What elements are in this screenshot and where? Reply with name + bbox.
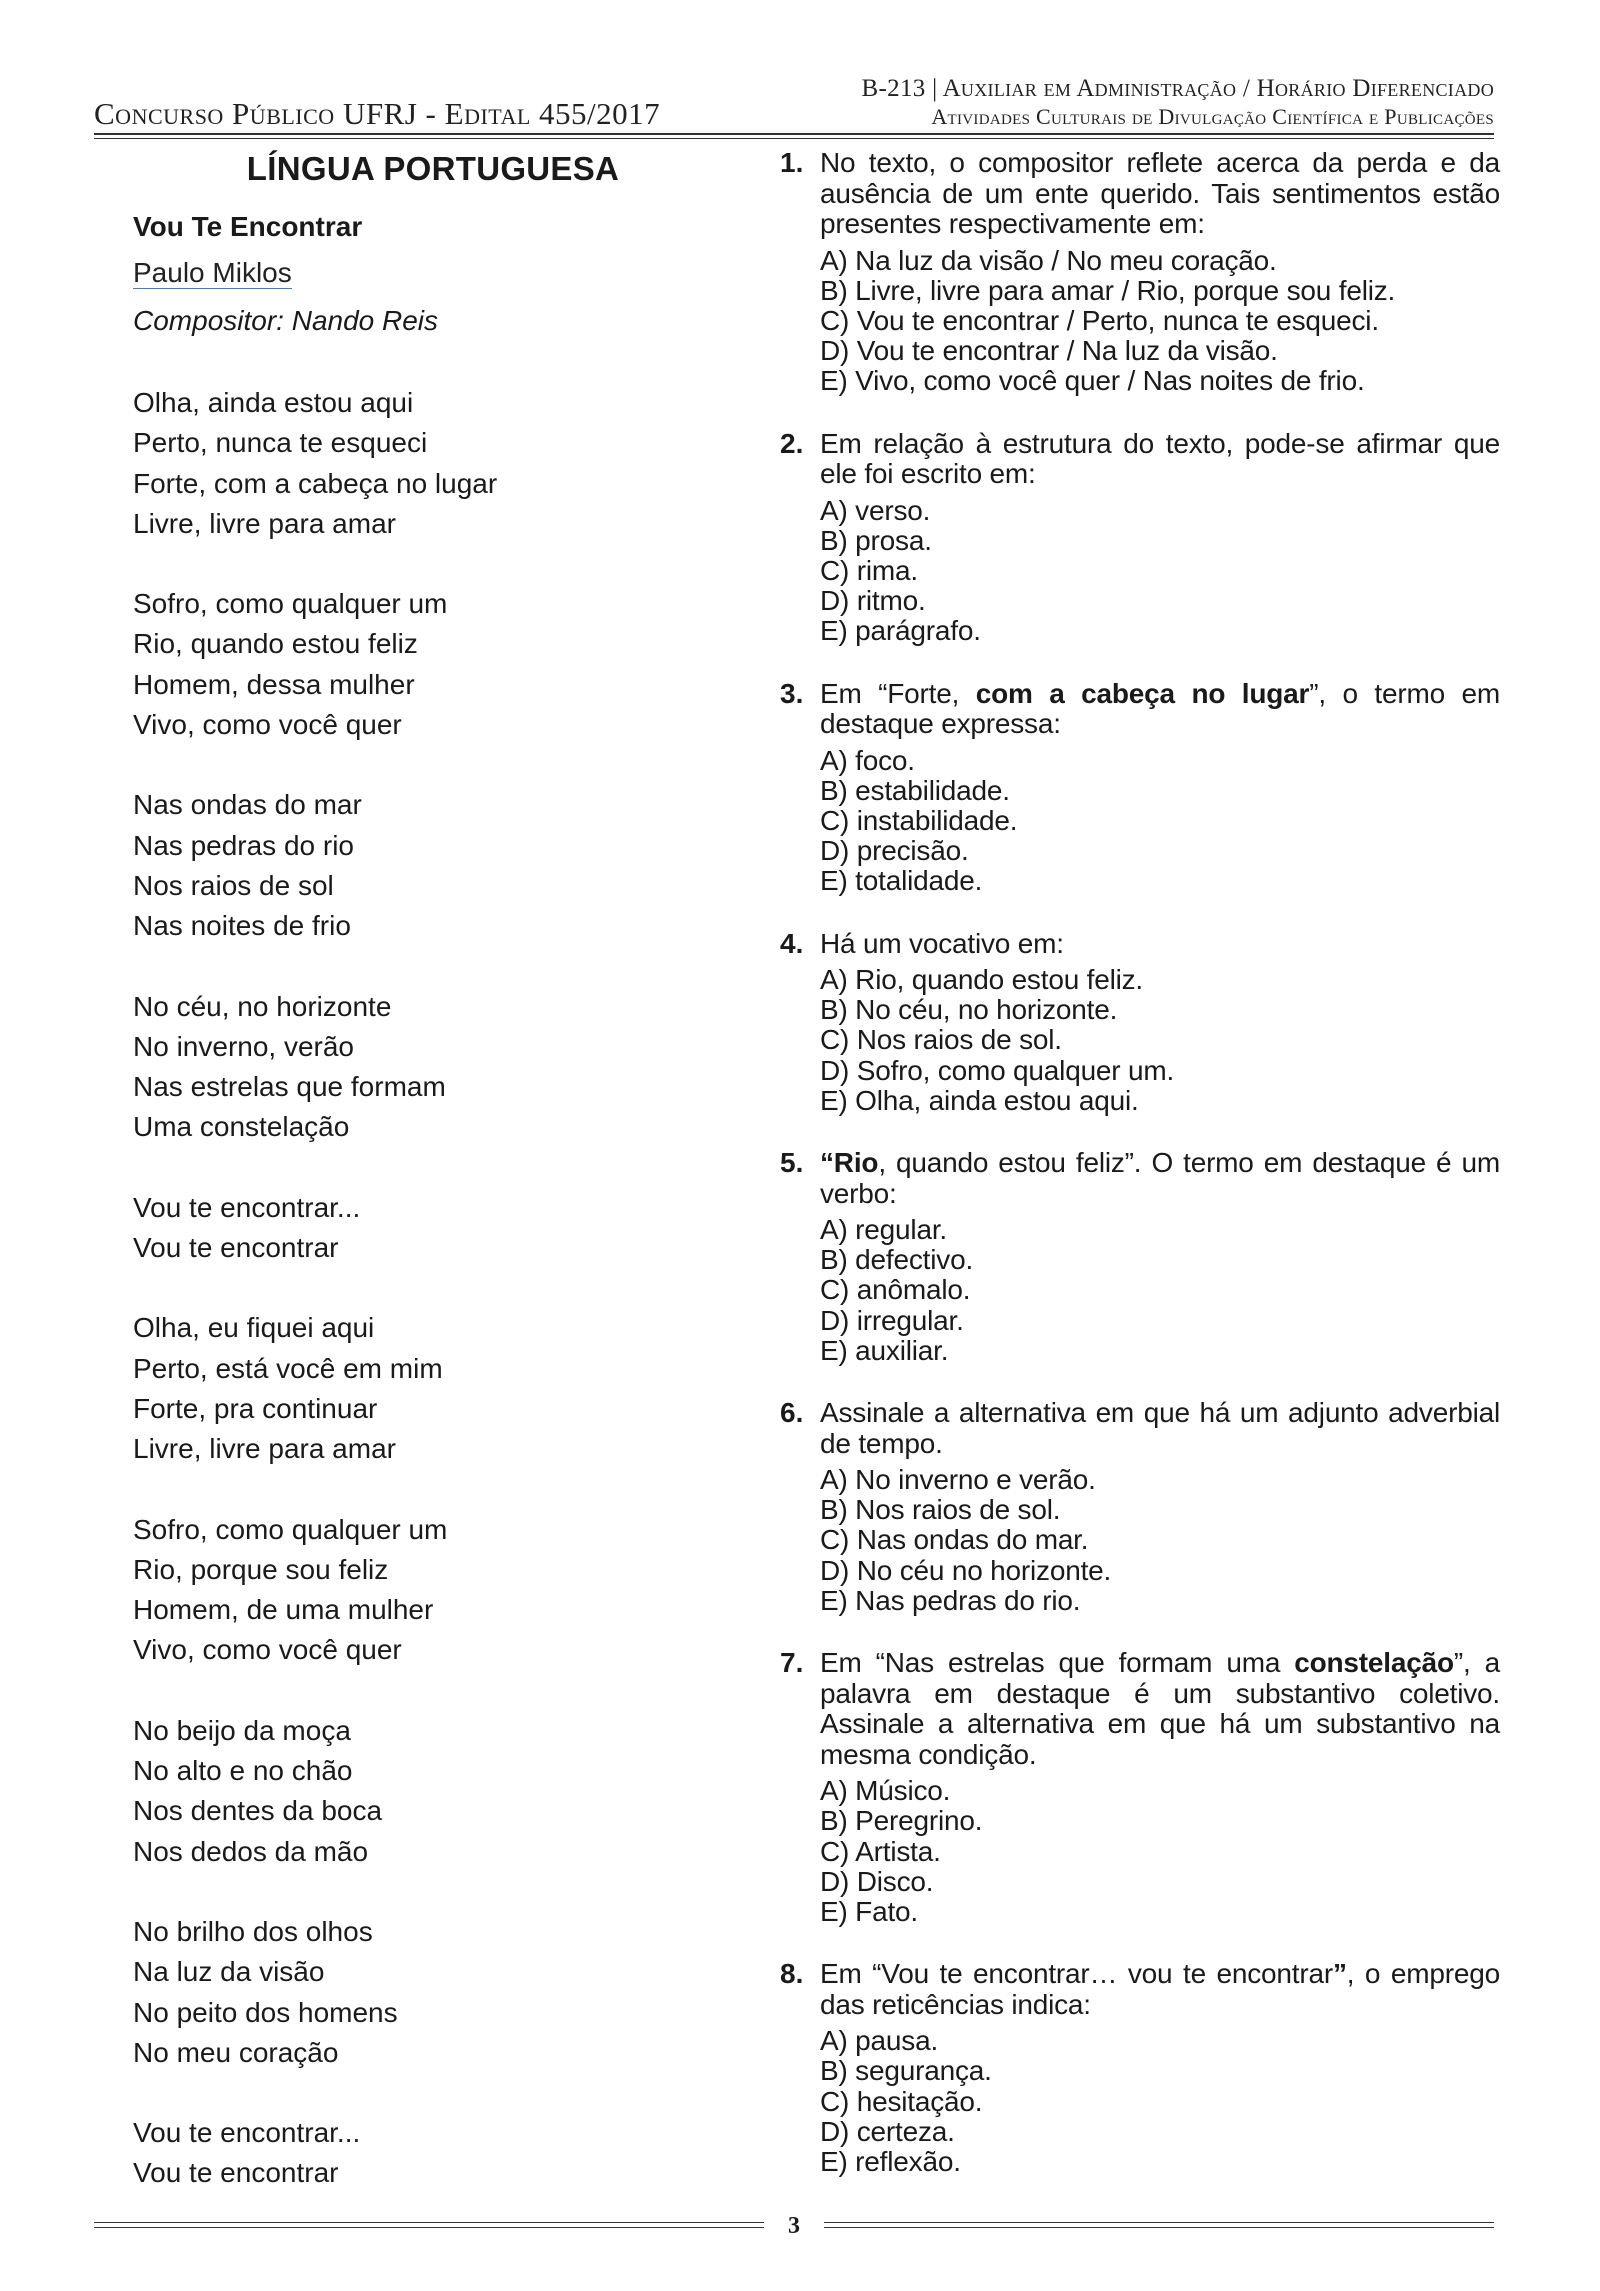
lyric-line: Nas pedras do rio	[133, 829, 355, 861]
text-column	[133, 145, 733, 2189]
lyric-line: Nas ondas do mar	[133, 789, 362, 821]
stanza	[133, 1510, 733, 1671]
question-stem	[820, 429, 1500, 490]
lyric-line: No alto e no chão	[133, 1755, 353, 1787]
question-number: 2.	[780, 427, 804, 459]
stanza	[133, 1711, 733, 1872]
question-stem	[820, 1648, 1500, 1770]
answer-option: A) verso.	[820, 494, 931, 526]
answer-option: B) segurança.	[820, 2055, 992, 2087]
lyric-line: Perto, está você em mim	[133, 1352, 443, 1384]
answer-option: E) reflexão.	[820, 2145, 961, 2177]
stem-text: No texto, o compositor reflete acerca da perda e da ausência de um ente querido. Tais sentimentos estão presentes respectivamente em:	[820, 147, 1500, 239]
page-header	[94, 72, 1494, 138]
highlighted-term: “Rio	[820, 1147, 879, 1179]
answer-option: A) Na luz da visão / No meu coração.	[820, 244, 1277, 276]
question-stem	[820, 1148, 1500, 1209]
answer-option: C) Vou te encontrar / Perto, nunca te esqueci.	[820, 304, 1379, 336]
lyric-line: Forte, pra continuar	[133, 1392, 378, 1424]
stem-text: Em “Forte,	[820, 677, 976, 709]
lyric-line: Vou te encontrar...	[133, 1191, 361, 1223]
answer-option: C) instabilidade.	[820, 804, 1018, 836]
stanza	[133, 584, 733, 745]
question-number: 6.	[780, 1397, 804, 1429]
answer-option: D) ritmo.	[820, 585, 926, 617]
lyric-line: Vou te encontrar	[133, 1232, 339, 1264]
lyric-line: Sofro, como qualquer um	[133, 588, 448, 620]
question-7	[780, 1647, 1500, 1927]
lyric-line: Livre, livre para amar	[133, 507, 396, 539]
answer-option: B) defectivo.	[820, 1244, 974, 1276]
answer-option: B) No céu, no horizonte.	[820, 994, 1118, 1026]
answer-option: C) Artista.	[820, 1835, 941, 1867]
answer-option: A) foco.	[820, 744, 915, 776]
answer-option: D) Disco.	[820, 1865, 934, 1897]
question-number: 4.	[780, 927, 804, 959]
lyric-line: Homem, dessa mulher	[133, 668, 415, 700]
question-3	[780, 677, 1500, 897]
song-title: Vou Te Encontrar	[133, 211, 363, 242]
question-stem	[820, 929, 1500, 960]
answer-option: A) No inverno e verão.	[820, 1464, 1096, 1496]
lyric-line: No beijo da moça	[133, 1714, 351, 1746]
question-number: 5.	[780, 1147, 804, 1179]
answer-option: C) anômalo.	[820, 1274, 971, 1306]
lyric-line: Perto, nunca te esqueci	[133, 427, 428, 459]
position-area: Atividades Culturais de Divulgação Científica e Publicações	[931, 104, 1494, 129]
question-stem	[820, 1398, 1500, 1459]
stanza	[133, 785, 733, 946]
answer-option: C) Nas ondas do mar.	[820, 1524, 1089, 1556]
stanza	[133, 383, 733, 544]
question-8	[780, 1958, 1500, 2177]
footer-rule-left	[94, 2222, 764, 2223]
answer-option: A) regular.	[820, 1214, 947, 1246]
header-rule-thin	[94, 138, 1494, 139]
answer-option: D) certeza.	[820, 2115, 955, 2147]
question-2	[780, 427, 1500, 647]
lyric-line: No brilho dos olhos	[133, 1915, 373, 1947]
answer-option: E) totalidade.	[820, 865, 983, 897]
stem-text: ”, a palavra em destaque é um substantivo coletivo. Assinale a alternativa em que há um substantivo na mesma condição.	[820, 1647, 1500, 1770]
answer-option: D) Vou te encontrar / Na luz da visão.	[820, 335, 1278, 367]
lyric-line: Nos dentes da boca	[133, 1795, 383, 1827]
stem-text: Em “Vou te encontrar… vou te encontrar	[820, 1958, 1333, 1990]
header-rule	[94, 133, 1494, 135]
page-number: 3	[788, 2213, 800, 2239]
song-lyrics	[133, 383, 733, 2234]
lyric-line: Nos raios de sol	[133, 869, 334, 901]
footer-rule-left-2	[94, 2227, 764, 2228]
lyric-line: Olha, eu fiquei aqui	[133, 1312, 375, 1344]
lyric-line: Olha, ainda estou aqui	[133, 387, 414, 418]
section-title: LÍNGUA PORTUGUESA	[246, 150, 620, 187]
answer-option: D) Sofro, como qualquer um.	[820, 1054, 1175, 1086]
lyric-line: Rio, quando estou feliz	[133, 628, 418, 660]
answer-option: B) Peregrino.	[820, 1805, 983, 1837]
answer-option: E) Nas pedras do rio.	[820, 1584, 1081, 1616]
answer-option: E) Vivo, como você quer / Nas noites de frio.	[820, 365, 1365, 397]
contest-title: Concurso Público UFRJ - Edital 455/2017	[94, 96, 661, 131]
answer-option: A) pausa.	[820, 2025, 939, 2057]
questions-column	[780, 147, 1500, 2209]
answer-option: A) Rio, quando estou feliz.	[820, 964, 1144, 996]
question-number: 1.	[780, 147, 804, 178]
answer-option: D) No céu no horizonte.	[820, 1554, 1112, 1586]
position-info	[862, 74, 1494, 130]
lyric-line: Vou te encontrar...	[133, 2117, 361, 2149]
answer-option: D) precisão.	[820, 835, 969, 867]
lyric-line: No inverno, verão	[133, 1030, 355, 1062]
question-6	[780, 1397, 1500, 1616]
answer-option: E) auxiliar.	[820, 1334, 949, 1366]
question-5	[780, 1147, 1500, 1366]
question-number: 7.	[780, 1647, 804, 1679]
page-footer	[94, 2212, 1494, 2242]
answer-option: E) Olha, ainda estou aqui.	[820, 1084, 1139, 1116]
stem-text: Assinale a alternativa em que há um adjunto adverbial de tempo.	[820, 1397, 1500, 1459]
highlighted-term: ”	[1332, 1958, 1347, 1990]
lyric-line: No céu, no horizonte	[133, 990, 392, 1022]
footer-rule-right-2	[824, 2227, 1494, 2228]
lyric-line: Vivo, como você quer	[133, 1634, 402, 1666]
stanza	[133, 987, 733, 1148]
answer-option: E) Fato.	[820, 1895, 918, 1927]
song-composer: Compositor: Nando Reis	[133, 305, 439, 336]
lyric-line: Uma constelação	[133, 1111, 350, 1143]
answer-option: E) parágrafo.	[820, 615, 981, 647]
answer-option: C) hesitação.	[820, 2085, 983, 2117]
lyric-line: Nos dedos da mão	[133, 1835, 369, 1867]
lyric-line: No meu coração	[133, 2036, 339, 2068]
lyric-line: Rio, porque sou feliz	[133, 1553, 389, 1585]
highlighted-term: com a cabeça no lugar	[975, 677, 1310, 709]
question-1	[780, 147, 1500, 397]
question-stem	[820, 679, 1500, 740]
stanza	[133, 1308, 733, 1469]
stem-text: Há um vocativo em:	[820, 927, 1064, 959]
lyric-line: Sofro, como qualquer um	[133, 1513, 448, 1545]
answer-option: D) irregular.	[820, 1304, 964, 1336]
answer-option: B) estabilidade.	[820, 774, 1010, 806]
answer-option: B) prosa.	[820, 524, 932, 556]
highlighted-term: constelação	[1294, 1647, 1454, 1679]
song-artist: Paulo Miklos	[133, 257, 292, 288]
answer-option: A) Músico.	[820, 1775, 951, 1807]
question-stem	[820, 1959, 1500, 2020]
position-code: B-213 | Auxiliar em Administração / Horário Diferenciado	[861, 75, 1494, 102]
stem-text: ”, o termo em destaque expressa:	[820, 677, 1500, 740]
footer-rule-right	[824, 2222, 1494, 2223]
lyric-line: Livre, livre para amar	[133, 1433, 396, 1465]
question-number: 3.	[780, 677, 804, 709]
stanza	[133, 1188, 733, 1269]
answer-option: C) rima.	[820, 554, 918, 586]
question-4	[780, 927, 1500, 1117]
lyric-line: Vivo, como você quer	[133, 709, 402, 741]
question-stem	[820, 148, 1500, 240]
stanza	[133, 1912, 733, 2073]
stanza	[133, 2113, 733, 2194]
lyric-line: Na luz da visão	[133, 1956, 325, 1988]
answer-option: B) Livre, livre para amar / Rio, porque sou feliz.	[820, 274, 1396, 306]
stem-text: Em “Nas estrelas que formam uma	[820, 1647, 1295, 1679]
answer-option: C) Nos raios de sol.	[820, 1024, 1062, 1056]
lyric-line: Nas noites de frio	[133, 910, 351, 942]
stem-text: Em relação à estrutura do texto, pode-se afirmar que ele foi escrito em:	[820, 427, 1500, 490]
lyric-line: Homem, de uma mulher	[133, 1594, 434, 1626]
lyric-line: No peito dos homens	[133, 1996, 398, 2028]
lyric-line: Nas estrelas que formam	[133, 1071, 446, 1103]
answer-option: B) Nos raios de sol.	[820, 1494, 1061, 1526]
question-number: 8.	[780, 1958, 804, 1990]
stem-text: , o emprego das reticências indica:	[820, 1958, 1500, 2020]
lyric-line: Vou te encontrar	[133, 2157, 339, 2189]
stem-text: , quando estou feliz”. O termo em destaque é um verbo:	[820, 1147, 1500, 1209]
lyric-line: Forte, com a cabeça no lugar	[133, 467, 498, 499]
